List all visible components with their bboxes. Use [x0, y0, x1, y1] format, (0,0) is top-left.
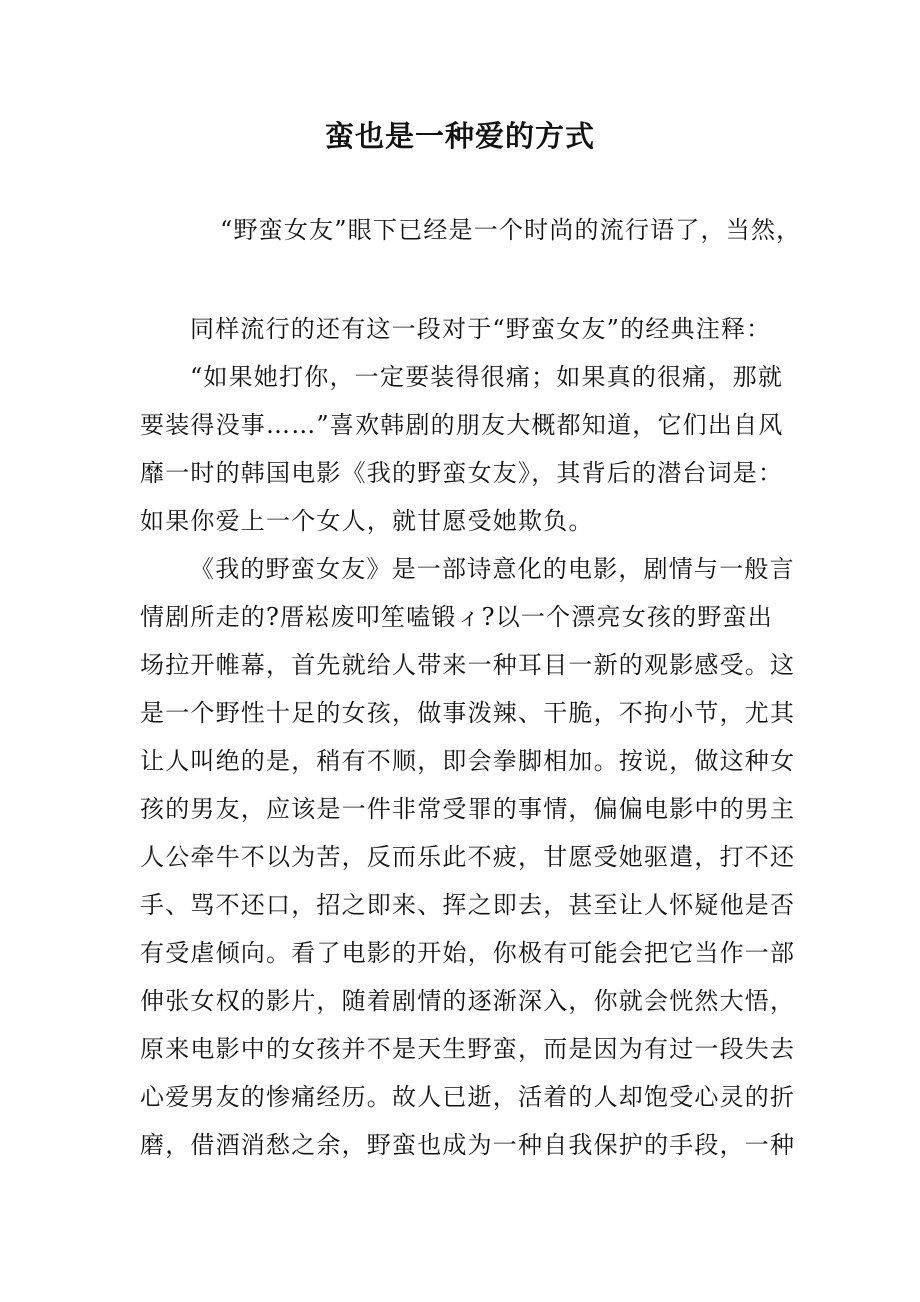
- text-line: 孩的男友，应该是一件非常受罪的事情，偏偏电影中的男主: [140, 795, 796, 823]
- text-line: 情剧所走的?厝崧废叩笙嗑锻ィ?以一个漂亮女孩的野蛮出: [140, 603, 773, 631]
- text-line: 是一个野性十足的女孩，做事泼辣、干脆，不拘小节，尤其: [140, 699, 796, 727]
- text-line: 场拉开帷幕，首先就给人带来一种耳目一新的观影感受。这: [140, 651, 796, 679]
- text-line: 同样流行的还有这一段对于“野蛮女友”的经典注释：: [190, 315, 772, 343]
- text-line: 原来电影中的女孩并不是天生野蛮，而是因为有过一段失去: [140, 1035, 796, 1063]
- text-line: 人公牵牛不以为苦，反而乐此不疲，甘愿受她驱遣，打不还: [140, 843, 796, 871]
- text-line: 要装得没事……”喜欢韩剧的朋友大概都知道，它们出自风: [140, 411, 784, 439]
- text-line: 磨，借酒消愁之余，野蛮也成为一种自我保护的手段，一种: [140, 1131, 796, 1159]
- text-line: 手、骂不还口，招之即来、挥之即去，甚至让人怀疑他是否: [140, 891, 796, 919]
- text-line: 有受虐倾向。看了电影的开始，你极有可能会把它当作一部: [140, 939, 796, 967]
- document-title: 蛮也是一种爱的方式: [324, 119, 595, 153]
- text-line: 伸张女权的影片，随着剧情的逐渐深入，你就会恍然大悟，: [140, 987, 796, 1015]
- text-line: 心爱男友的惨痛经历。故人已逝，活着的人却饱受心灵的折: [140, 1083, 796, 1111]
- text-line: 如果你爱上一个女人，就甘愿受她欺负。: [140, 507, 594, 535]
- text-line: 靡一时的韩国电影《我的野蛮女友》，其背后的潜台词是：: [140, 459, 784, 487]
- text-line: 《我的野蛮女友》是一部诗意化的电影，剧情与一般言: [190, 555, 795, 583]
- text-line: “野蛮女友”眼下已经是一个时尚的流行语了，当然，: [220, 216, 802, 244]
- text-line: “如果她打你，一定要装得很痛；如果真的很痛，那就: [190, 363, 784, 391]
- text-line: 让人叫绝的是，稍有不顺，即会拳脚相加。按说，做这种女: [140, 747, 796, 775]
